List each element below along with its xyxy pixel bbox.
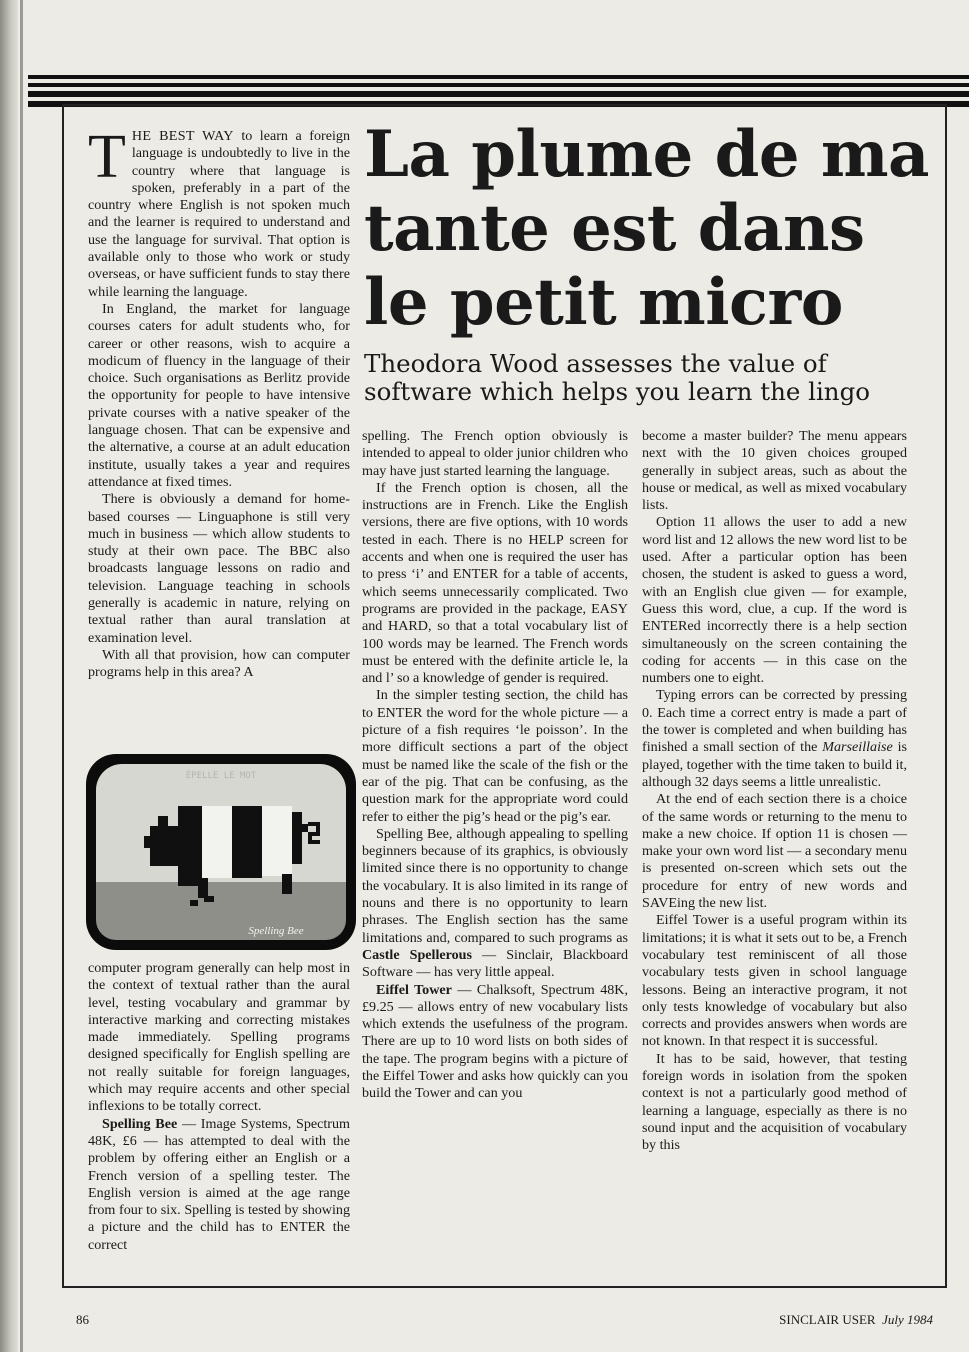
paragraph: If the French option is chosen, all the instructions are in French. Like the English versions, there are five options, with 10 words tested in each. There is no HELP screen for accents and when one is required the user has to press ‘i’ and ENTER for a table of accents, which seems unnecessarily complicated. Two programs are provided in the package, EASY and HARD, so that a total vocabulary list of 100 words may be learned. The French words must be entered with the definite article le, la and l’ so a knowledge of gender is required. — [362, 479, 628, 687]
paragraph: become a master builder? The menu appears next with the 10 given choices grouped generally in subject areas, such as about the house or medical, as well as mixed vocabulary lists. — [642, 428, 907, 514]
column-2 — [362, 428, 628, 1103]
paragraph: There is obviously a demand for home-based courses — Linguaphone is still very much in business — which allow students to study at their own pace. The BBC also broadcasts language lessons on radio and television. Language teaching in schools generally is academic in nature, relying on textual rather than aural translation at examination level. — [88, 491, 350, 646]
paragraph: spelling. The French option obviously is intended to appeal to older junior children who may have just started learning the language. — [362, 428, 628, 479]
paragraph: In the simpler testing section, the child has to ENTER the word for the whole picture — a picture of a fish requires ‘le poisson’. In the more difficult sections a part of the object must be named like the scale of the fish or the ear of the pig. That can be confusing, as the question mark for the appropriate word could refer to either the pig’s head or the pig’s ear. — [362, 687, 628, 825]
binding-edge — [20, 0, 23, 1352]
paragraph: In England, the market for language courses caters for adult students who, for career or other reasons, wish to acquire a modicum of fluency in the language of their choice. Such organisations as Berlitz provide the opportunity for people to have intensive private courses with a native speaker of the language chosen. That can be expensive and the alternative, a course at an adult education institute, usually takes a year and requires attendance at fixed times. — [88, 300, 350, 490]
column-1-bottom — [88, 960, 350, 1254]
figure-caption: Spelling Bee — [248, 925, 304, 937]
binding-spine — [0, 0, 18, 1352]
page-number: 86 — [76, 1312, 89, 1327]
paragraph: At the end of each section there is a choice of the same words or returning to the menu to make a new choice. If option 11 is chosen — make your own word list — a secondary menu is presented on-screen which sets out the procedure for entry of new words and SAVEing the new list. — [642, 791, 907, 912]
spelling-bee-screenshot — [86, 754, 356, 950]
paragraph: Eiffel Tower — Chalksoft, Spectrum 48K, £9.25 — allows entry of new vocabulary lists which extends the usefulness of the program. There are up to 10 word lists on both sides of the tape. The program begins with a picture of the Eiffel Tower and asks how quickly can you build the Tower and can you — [362, 981, 628, 1102]
column-1-top — [88, 123, 350, 682]
column-3 — [642, 428, 907, 1154]
paragraph: Eiffel Tower is a useful program within its limitations; it is what it sets out to be, a French vocabulary test reminiscent of all those vocabulary tests given in school language lessons. Being an interactive program, it not only tests knowledge of vocabulary but also corrects and provides answers when words are not known. In that respect it is successful. — [642, 912, 907, 1050]
paragraph: It has to be said, however, that testing foreign words in isolation from the spoken context is not a particularly good method of learning a language, especially as there is no sound input and the acquisition of vocabulary by this — [642, 1050, 907, 1154]
paragraph: computer program generally can help most in the context of textual rather than the aural level, testing vocabulary and grammar by interactive marking and correcting mistakes made immediately. Spelling programs designed specifically for English spelling are not really suitable for foreign languages, which may require accents and other special inflexions to be totally correct. — [88, 960, 350, 1115]
paragraph: Spelling Bee, although appealing to spelling beginners because of its graphics, is obviously limited since there is no opportunity to change the vocabulary. It is also limited in its range of nouns and there is no opportunity to learn phrases. The English section has the same limitations and, compared to such programs as Castle Spellerous — Sinclair, Blackboard Software — has very little appeal. — [362, 825, 628, 981]
drop-cap: T — [88, 123, 126, 191]
paragraph: Spelling Bee — Image Systems, Spectrum 48K, £6 — has attempted to deal with the problem by offering either an English or a French version of a spelling tester. The English version is aimed at the age range from four to six. Spelling is tested by showing a picture and the child has to ENTER the correct — [88, 1115, 350, 1253]
program-name: Eiffel Tower — [376, 981, 452, 998]
standfirst: Theodora Wood assesses the value of software which helps you learn the lingo — [364, 349, 871, 406]
screen-banner: ÉPELLE LE MOT — [185, 771, 257, 781]
lead-text: to learn a foreign language is undoubtedly to live in the country where that language is spoken, preferably in a part of the country where English is not spoken much and the learner is required to understand and use the language for survival. That option is available only to those who work or study overseas, or have sufficient funds to stay there while learning the language. — [88, 128, 350, 300]
program-name: Spelling Bee — [102, 1115, 178, 1132]
program-name: Castle Spellerous — [362, 946, 473, 963]
headline: La plume de ma tante est dans le petit micro — [364, 117, 929, 340]
magazine-footer: SINCLAIR USER July 1984 — [779, 1312, 933, 1327]
paragraph: Option 11 allows the user to add a new word list and 12 allows the new word list to be used. After a particular option has been chosen, the student is asked to guess a word, with an English clue given — for example, Guess this word, clue, a cup. If the word is ENTERed incorrectly there is a help section simultaneously on the screen containing the coding for accents — in this case on the numbers one to eight. — [642, 514, 907, 687]
lead-paragraph — [88, 123, 350, 301]
issue-date: July 1984 — [882, 1312, 933, 1327]
song-title: Marseillaise — [822, 739, 893, 756]
paragraph: With all that provision, how can computer programs help in this area? A — [88, 646, 350, 681]
lead-caps: HE BEST WAY — [131, 128, 234, 144]
paragraph: Typing errors can be corrected by pressing 0. Each time a correct entry is made a part of the tower is completed and when building has finished a small section of the Marseillaise is played, together with the time taken to build it, although 32 days seems a little unrealistic. — [642, 687, 907, 790]
